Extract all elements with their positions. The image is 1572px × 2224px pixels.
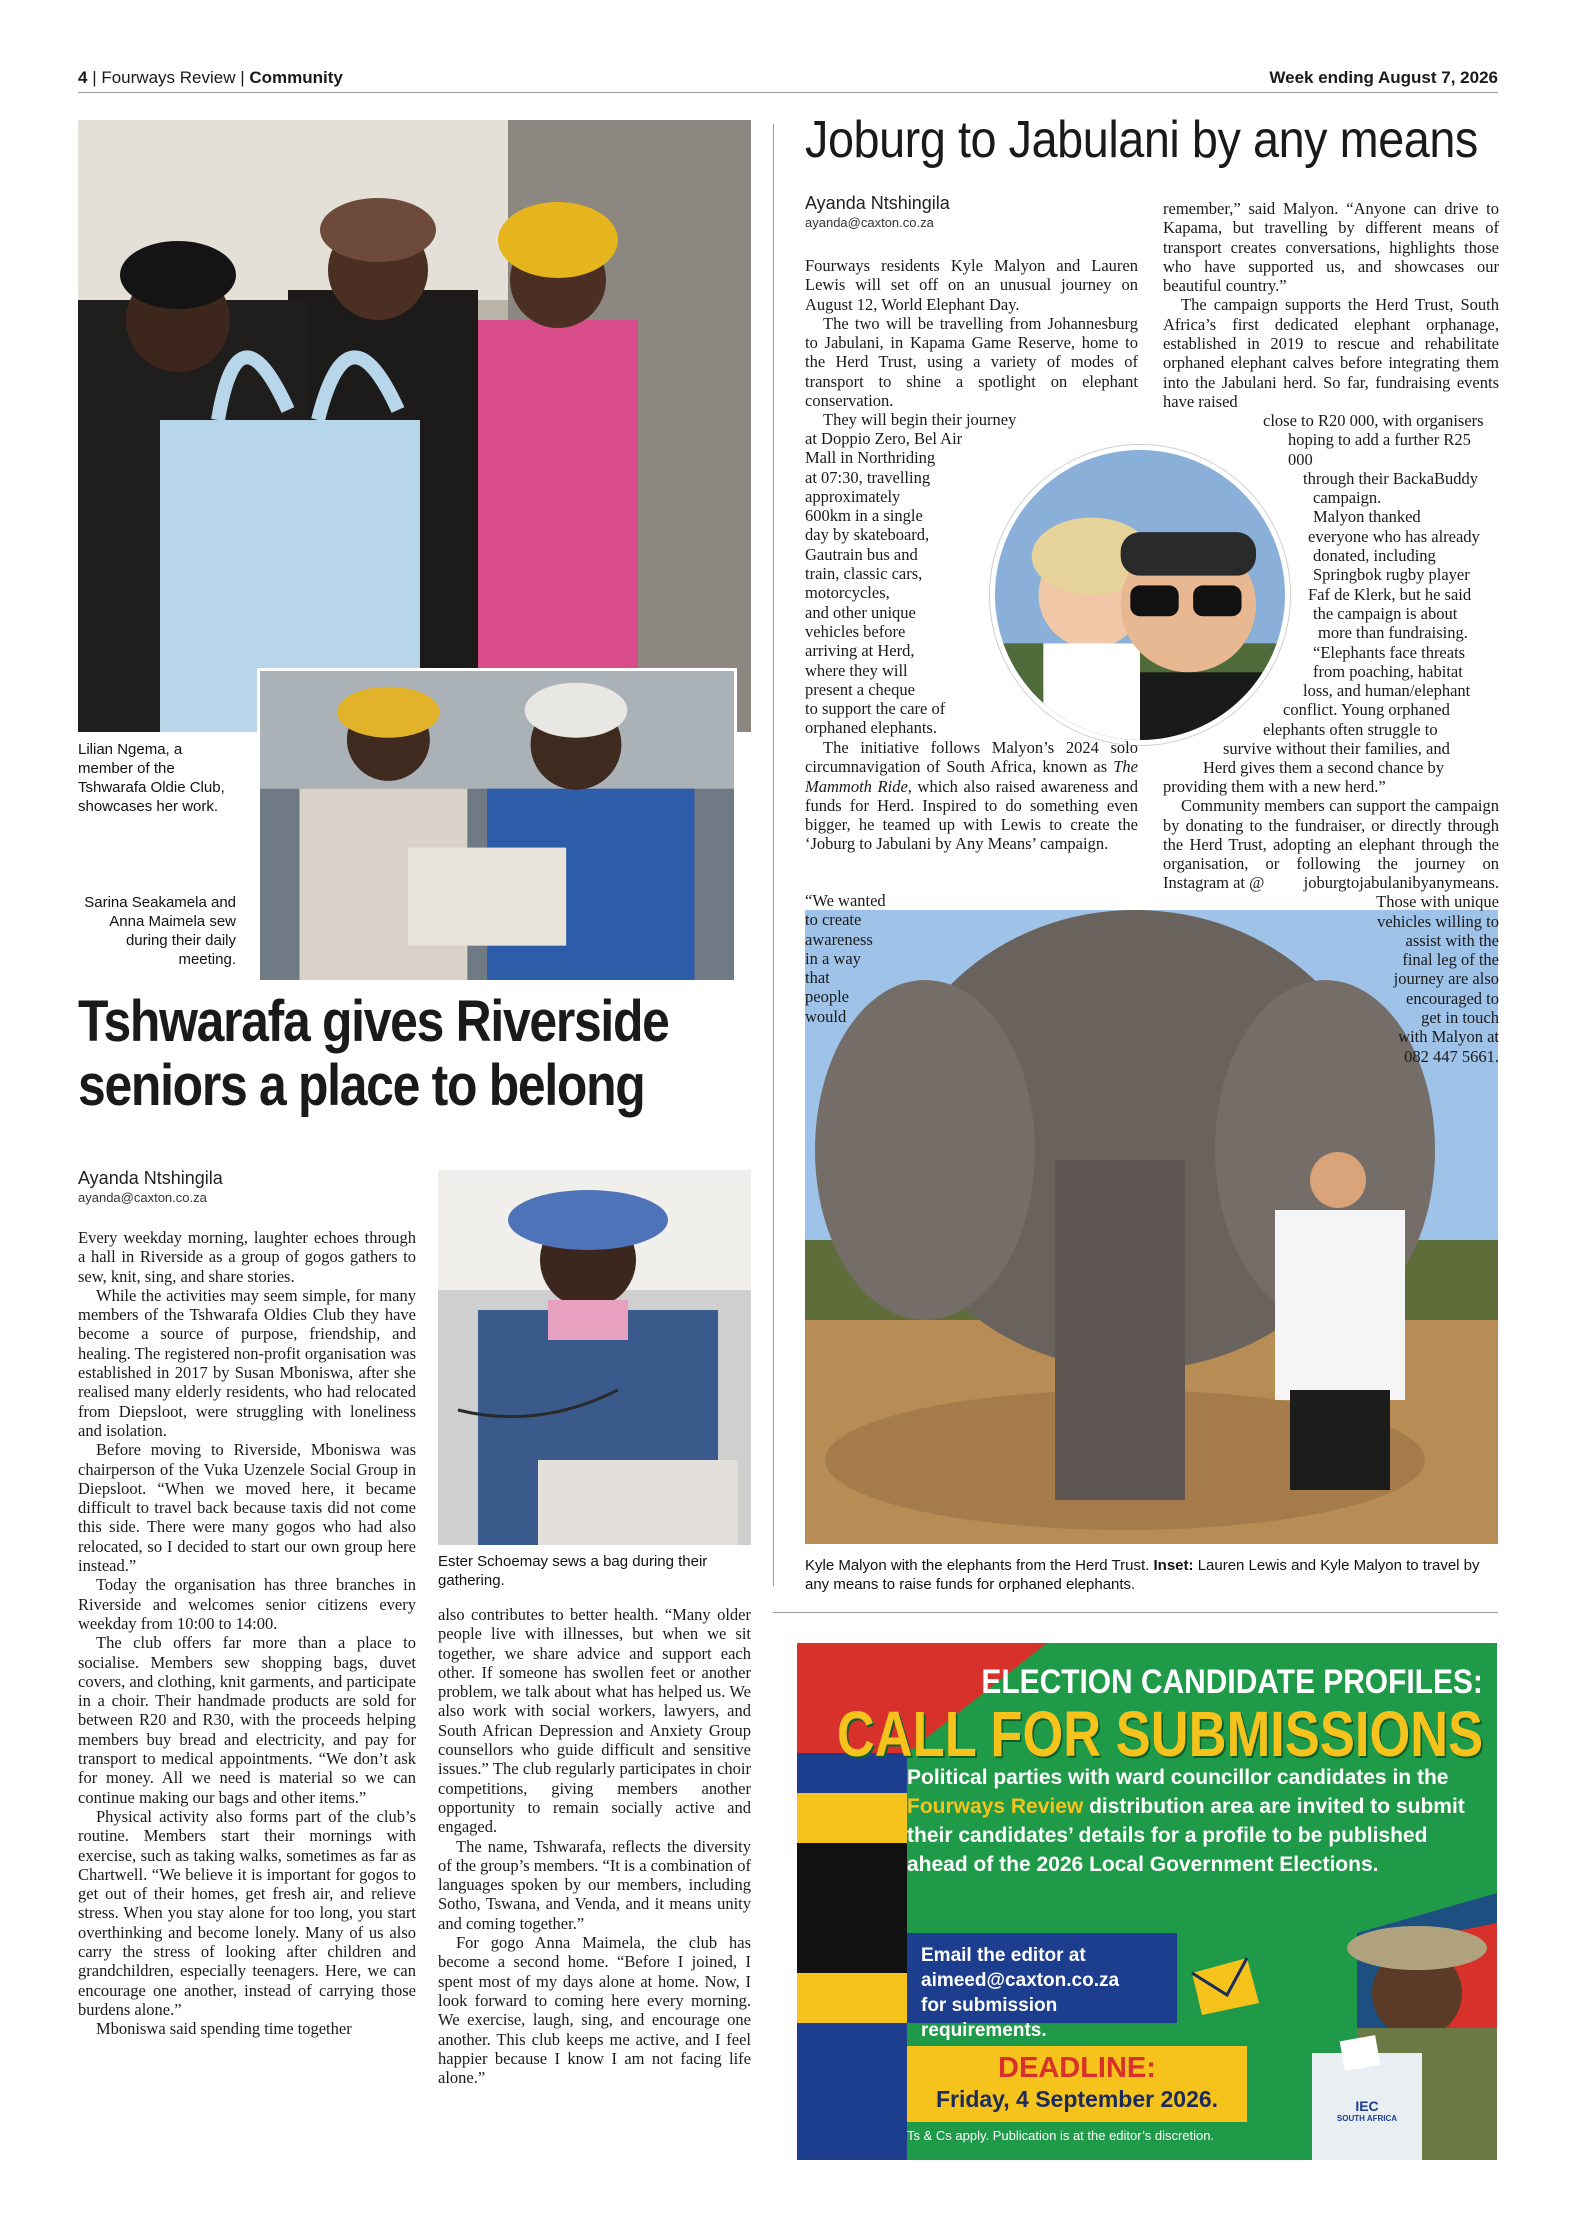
caption-elephant-main: Kyle Malyon with the elephants from the Herd Trust. [805, 1557, 1150, 1574]
text-line: to support the care of [805, 699, 946, 719]
text-line: campaign. [1313, 488, 1382, 508]
paragraph: Today the organisation has three branches in Riverside and welcomes senior citizens every weekday from 10:00 to 14:00. [78, 1575, 416, 1633]
text-line: at 07:30, travelling [805, 467, 931, 487]
ballot-box-logo [1327, 2098, 1407, 2123]
text-line: assist with the [1405, 930, 1499, 950]
section-divider [773, 1612, 1498, 1613]
text-line: Those with unique [1376, 892, 1499, 912]
section-name: Community [249, 68, 343, 87]
paragraph: Physical activity also forms part of the club’s routine. Members start their mornings with exercise, such as taking walks, sometimes as far as Chartwell. “We believe it is important for gogos to get out of their homes, get fresh air, and relieve stress. When you stay alone for too long, you start overthinking and become lonely. Many of us also carry the stress of looking after children and grandchildren, especially teenagers. Here, we can encourage one another, instead of carrying those burdens alone.” [78, 1806, 416, 2019]
text-line: hoping to add a further R25 000 [1288, 430, 1471, 469]
text-line: in a way [805, 948, 861, 968]
text-line: survive without their families, and [1223, 739, 1450, 759]
envelope-icon [1192, 1955, 1262, 2017]
byline-name-right: Ayanda Ntshingila [805, 193, 950, 213]
text-line: train, classic cars, [805, 564, 923, 584]
advert-deadline-box [907, 2046, 1247, 2122]
text-line: close to R20 000, with organisers [1263, 411, 1484, 430]
text-line: Gautrain bus and [805, 544, 918, 564]
article-column-right-1-mid [805, 738, 1138, 854]
photo-ester-schoemay [438, 1170, 751, 1545]
text-line: people [805, 987, 849, 1007]
text-line: “We wanted [805, 891, 886, 910]
caption-seakamela-maimela: Sarina Seakamela and Anna Maimela sew during their daily meeting. [84, 894, 236, 968]
text-line: elephants often struggle to [1263, 719, 1438, 739]
page-header [78, 66, 1498, 93]
caption-lilian-ngema: Lilian Ngema, a member of the Tshwarafa Oldie Club, showcases her work. [78, 741, 225, 815]
text-line: “Elephants face threats [1313, 642, 1466, 662]
advert-body-b: distribution area are invited to submit their candidates’ details for a profile to be published ahead of the 2026 Local Government Elections. [907, 1795, 1465, 1876]
ballot-logo-sub: SOUTH AFRICA [1336, 2114, 1398, 2123]
text-line: more than fundraising. [1318, 623, 1468, 643]
text-line: 082 447 5661. [1404, 1046, 1499, 1066]
text-line: vehicles before [805, 621, 906, 641]
text-line: final leg of the [1402, 950, 1499, 970]
text-run: The initiative follows Malyon’s 2024 solo circumnavigation of South Africa, known as [805, 738, 1138, 777]
headline-joburg-jabulani: Joburg to Jabulani by any means [805, 111, 1478, 169]
text-line: that [805, 968, 830, 988]
text-line: get in touch [1421, 1008, 1499, 1028]
text-line: journey are also [1393, 969, 1499, 989]
election-advert [797, 1643, 1497, 2160]
caption-inset-label: Inset: [1153, 1557, 1194, 1574]
text-line: everyone who has already [1308, 526, 1480, 546]
text-line: loss, and human/elephant [1303, 681, 1471, 701]
column-divider [773, 124, 774, 1586]
paragraph: The two will be travelling from Johannesburg to Jabulani, in Kapama Game Reserve, home to the Herd Trust, using a variety of modes of transport to shine a spotlight on elephant conservation. [805, 313, 1138, 411]
advert-body-highlight: Fourways Review [907, 1795, 1084, 1818]
byline-email-right: ayanda@caxton.co.za [805, 215, 934, 230]
caption-ester-schoemay: Ester Schoemay sews a bag during their gathering. [438, 1553, 708, 1589]
ride-name: The Mammoth Ride [805, 757, 1138, 796]
text-line: awareness [805, 929, 873, 949]
text-line: Mall in Northriding [805, 448, 936, 468]
text-line: to create [805, 910, 862, 930]
caption-inset-text: Lauren Lewis and Kyle Malyon to travel by any means to raise funds for orphaned elephants. [805, 1557, 1480, 1593]
text-line: vehicles willing to [1377, 911, 1499, 931]
text-line: where they will [805, 660, 908, 680]
text-line: arriving at Herd, [805, 641, 915, 661]
advert-deadline-label: DEADLINE: [998, 2052, 1156, 2084]
article-column-right-1-tail [805, 891, 925, 1026]
advert-email-address[interactable]: aimeed@caxton.co.za [921, 1970, 1120, 1991]
text-line: encouraged to [1406, 988, 1499, 1008]
paragraph: Mboniswa said spending time together [96, 2019, 352, 2039]
byline-email-left: ayanda@caxton.co.za [78, 1190, 207, 1205]
text-line: the campaign is about [1313, 603, 1458, 623]
text-line: with Malyon at [1398, 1027, 1499, 1047]
text-line: and other unique [805, 602, 916, 622]
text-line: motorcycles, [805, 583, 890, 603]
paragraph: providing them with a new herd.” [1163, 777, 1386, 796]
paragraph [805, 738, 1138, 854]
text-line: Springbok rugby player [1313, 565, 1470, 585]
text-line: at Doppio Zero, Bel Air [805, 429, 963, 448]
article-column-right-1-wrap [805, 429, 995, 738]
text-line: joburgtojabulanibyanymeans. [1303, 873, 1499, 892]
paragraph: Before moving to Riverside, Mboniswa was chairperson of the Vuka Uzenzele Social Group in Diepsloot. “When we moved here, it became difficult to travel back because taxis did not come this side. There were many gogos who had also relocated, so I decided to start our own group here instead.” [78, 1440, 416, 1576]
advert-email-line3: for submission requirements. [921, 1995, 1058, 2041]
photo-seakamela-maimela [257, 668, 737, 983]
paragraph: Every weekday morning, laughter echoes through a hall in Riverside as a group of gogos gathers to sew, knit, sing, and share stories. [78, 1228, 416, 1286]
text-line: approximately [805, 486, 901, 506]
paragraph: The club offers far more than a place to socialise. Members sew shopping bags, duvet covers, and clothing, knit garments, and participate in a choir. Their handmade products are sold for between R20 and R30, with the proceeds helping members buy bread and electricity, and pay for transport to medical appointments. “We don’t ask for money. All we need is material so we can continue making our bags and other items.” [78, 1633, 416, 1807]
article-column-left-1 [78, 1228, 416, 2038]
paragraph: also contributes to better health. “Many older people live with illnesses, but when we sit together, we share advice and support each other. If someone has swollen feet or another problem, we talk about what has helped us. We also work with social workers, lawyers, and South African Depression and Anxiety Group counsellors who guide difficult and sensitive issues.” The club regularly participates in choir competitions, giving members another opportunity to remain socially active and engaged. [438, 1605, 751, 1837]
advert-footnote: Ts & Cs apply. Publication is at the editor’s discretion. [907, 2128, 1215, 2143]
advert-body-a: Political parties with ward councillor candidates in the [907, 1766, 1449, 1789]
text-line: donated, including [1313, 546, 1436, 566]
headline-tshwarafa-line2: seniors a place to belong [78, 1053, 645, 1118]
headline-tshwarafa [78, 990, 757, 1118]
paragraph: Community members can support the campaign by donating to the fundraiser, or directly through the Herd Trust, adopting an elephant through the organisation, or following the journey on Instagram at @ [1163, 796, 1499, 893]
advert-email-line1: Email the editor at [921, 1945, 1086, 1966]
text-line: Faf de Klerk, but he said [1308, 584, 1472, 604]
paragraph: The campaign supports the Herd Trust, South Africa’s first dedicated elephant orphanage, established in 2019 to rescue and rehabilitate orphaned elephant calves before integrating them into the Jabulani herd. So far, fundraising events have raised [1163, 295, 1499, 411]
advert-email-box [907, 1933, 1177, 2041]
paragraph: While the activities may seem simple, for many members of the Tshwarafa Oldies Club they have become a source of purpose, friendship, and healing. The registered non-profit organisation was established in 2017 by Susan Mboniswa, after she realised many elderly residents, who had relocated from Diepsloot, were struggling with loneliness and isolation. [78, 1285, 416, 1440]
text-line: from poaching, habitat [1313, 661, 1463, 681]
page-number: 4 [78, 68, 88, 87]
advert-body [907, 1763, 1482, 1879]
paragraph: They will begin their journey [823, 410, 1017, 430]
text-line: 600km in a single [805, 506, 923, 526]
issue-date: Week ending August 7, 2026 [1269, 68, 1498, 87]
text-line: present a cheque [805, 679, 915, 699]
text-line: orphaned elephants. [805, 718, 937, 738]
byline-name-left: Ayanda Ntshingila [78, 1168, 223, 1188]
text-run: , which also raised awareness and funds for Herd. Inspired to do something even bigger, he teamed up with Lewis to create the ‘Joburg to Jabulani by Any Means’ campaign. [805, 776, 1138, 854]
text-line: would [805, 1006, 847, 1026]
text-line: Herd gives them a second chance by [1203, 758, 1444, 778]
text-line: day by skateboard, [805, 525, 930, 545]
article-column-left-2 [438, 1605, 751, 2087]
headline-tshwarafa-line1: Tshwarafa gives Riverside [78, 989, 669, 1054]
photo-lilian-ngema [78, 120, 751, 732]
caption-elephant [805, 1556, 1498, 1594]
paragraph: Fourways residents Kyle Malyon and Lauren Lewis will set off on an unusual journey on August 12, World Elephant Day. [805, 256, 1138, 314]
article-column-right-1 [805, 256, 1138, 430]
text-line: Malyon thanked [1313, 507, 1421, 527]
article-column-right-2 [1163, 199, 1499, 411]
text-line: through their BackaBuddy [1303, 468, 1479, 488]
article-column-right-2-tail [1163, 873, 1499, 1066]
advert-deadline-date: Friday, 4 September 2026. [935, 2086, 1219, 2112]
paragraph: For gogo Anna Maimela, the club has become a second home. “Before I joined, I spent most of my days alone at home. Now, I look forward to coming here every morning. We exercise, laugh, sing, and encourage one another. This club keeps me active, and I feel happier because I know I am not facing life alone.” [438, 1933, 751, 2088]
article-column-right-2-wrap [1163, 411, 1499, 778]
paper-name: Fourways Review [101, 68, 236, 87]
ballot-logo-text: IEC [1355, 2098, 1379, 2114]
text-line: conflict. Young orphaned [1283, 700, 1450, 720]
paragraph: The name, Tshwarafa, reflects the diversity of the group’s members. “It is a combination of languages spoken by our members, including Sotho, Tswana, and Venda, and it means unity and coming together.” [438, 1836, 751, 1933]
advert-title-line2: CALL FOR SUBMISSIONS [836, 1698, 1483, 1770]
paragraph: remember,” said Malyon. “Anyone can drive to Kapama, but travelling by different means of transport creates conversations, highlights those who have supported us, and showcases our beautiful country.” [1163, 199, 1499, 296]
advert-title-line1: ELECTION CANDIDATE PROFILES: [981, 1663, 1483, 1701]
header-left: 4 | Fourways Review | Community [78, 68, 343, 87]
